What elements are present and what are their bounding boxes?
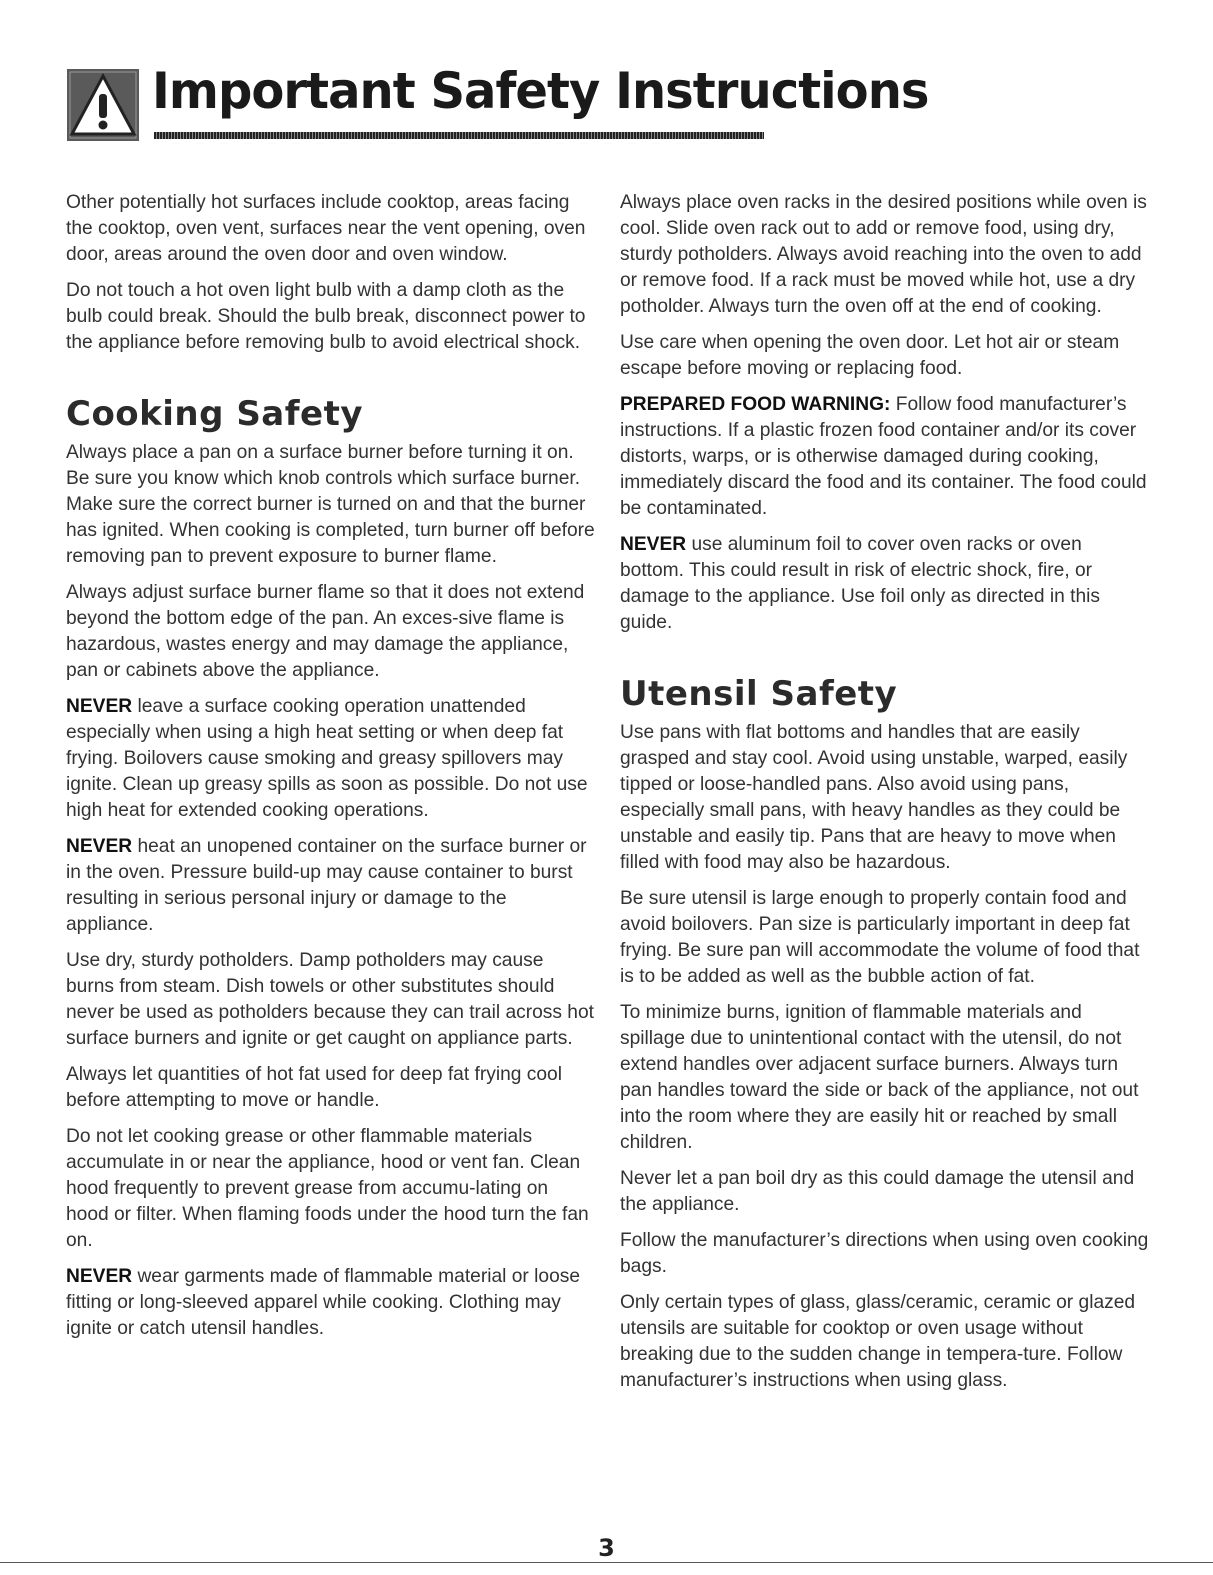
paragraph xyxy=(66,1264,596,1342)
page-title: Important Safety Instructions xyxy=(152,62,929,120)
paragraph xyxy=(66,1124,596,1254)
paragraph-text: Only certain types of glass, glass/ceramic, ceramic or glazed utensils are suitable for cooktop or oven usage without breaking due to the sudden change in tempera-ture. Follow manufacturer’s instructions when using glass. xyxy=(620,1292,1136,1391)
section-heading-utensil-safety: Utensil Safety xyxy=(620,674,898,714)
paragraph-text: wear garments made of flammable material or loose fitting or long-sleeved apparel while cooking. Clothing may ignite or catch utensil handles. xyxy=(66,1266,581,1339)
paragraph xyxy=(620,1228,1150,1280)
paragraph-lead: PREPARED FOOD WARNING: xyxy=(620,394,891,415)
right-column xyxy=(620,190,1150,1404)
intro-paragraph: Other potentially hot surfaces include cooktop, areas facing the cooktop, oven vent, surfaces near the vent opening, oven door, areas around the oven door and oven window. xyxy=(66,192,586,265)
paragraph-text: Do not let cooking grease or other flammable materials accumulate in or near the appliance, hood or vent fan. Clean hood frequently to prevent grease from accumu-lating on hood or filter. When flaming foods under the hood turn the fan on. xyxy=(66,1126,589,1251)
bottom-divider xyxy=(0,1562,1213,1563)
section-heading-cooking-safety: Cooking Safety xyxy=(66,394,364,434)
intro-paragraph xyxy=(620,190,1150,320)
paragraph-lead: NEVER xyxy=(66,696,133,717)
paragraph-lead: NEVER xyxy=(66,1266,133,1287)
paragraph xyxy=(66,694,596,824)
paragraph xyxy=(620,1000,1150,1156)
paragraph-text: leave a surface cooking operation unattended especially when using a high heat setting or when deep fat frying. Boilovers cause smoking and greasy spillovers may ignite. Clean up greasy spills as soon as possible. Do not use high heat for extended cooking operations. xyxy=(66,696,588,821)
paragraph-text: use aluminum foil to cover oven racks or oven bottom. This could result in risk of electric shock, fire, or damage to the appliance. Use foil only as directed in this guide. xyxy=(620,534,1100,633)
paragraph-text: Always place oven racks in the desired positions while oven is cool. Slide oven rack out to add or remove food, using dry, sturdy potholders. Always avoid reaching into the oven to add or remove food. If a rack must be moved while hot, use a dry potholder. Always turn the oven off at the end of cooking. xyxy=(620,192,1147,317)
paragraph xyxy=(66,834,596,938)
paragraph-text: Be sure utensil is large enough to properly contain food and avoid boilovers. Pan size is particularly important in deep fat frying. Be sure pan will accommodate the volume of food that is to be added as well as the bubble action of fat. xyxy=(620,888,1140,987)
paragraph-text: Use care when opening the oven door. Let hot air or steam escape before moving or replacing food. xyxy=(620,332,1120,379)
paragraph xyxy=(66,1062,596,1114)
paragraph-text: Follow the manufacturer’s directions when using oven cooking bags. xyxy=(620,1230,1149,1277)
paragraph-text: To minimize burns, ignition of flammable materials and spillage due to unintentional contact with the utensil, do not extend handles over adjacent surface burners. Always turn pan handles toward the side or back of the appliance, not out into the room where they are easily hit or reached by small children. xyxy=(620,1002,1139,1153)
intro-paragraph: Do not touch a hot oven light bulb with a damp cloth as the bulb could break. Should the bulb break, disconnect power to the appliance before removing bulb to avoid electrical shock. xyxy=(66,280,586,353)
intro-paragraph xyxy=(620,330,1150,382)
paragraph xyxy=(620,886,1150,990)
paragraph-text: Use dry, sturdy potholders. Damp potholders may cause burns from steam. Dish towels or other substitutes should never be used as potholders because they can trail across hot surface burners and ignite or get caught on appliance parts. xyxy=(66,950,594,1049)
paragraph-text: Never let a pan boil dry as this could damage the utensil and the appliance. xyxy=(620,1168,1135,1215)
title-underline xyxy=(154,132,764,139)
paragraph xyxy=(620,1166,1150,1218)
warning-triangle-icon xyxy=(66,68,140,142)
paragraph xyxy=(66,440,596,570)
paragraph xyxy=(66,580,596,684)
paragraph-text: Always let quantities of hot fat used for deep fat frying cool before attempting to move or handle. xyxy=(66,1064,562,1111)
paragraph-lead: NEVER xyxy=(620,534,687,555)
paragraph-text: heat an unopened container on the surface burner or in the oven. Pressure build-up may cause container to burst resulting in serious personal injury or damage to the appliance. xyxy=(66,836,587,935)
paragraph xyxy=(620,720,1150,876)
paragraph-text: Always adjust surface burner flame so that it does not extend beyond the bottom edge of the pan. An exces-sive flame is hazardous, wastes energy and may damage the appliance, pan or cabinets above the appliance. xyxy=(66,582,585,681)
paragraph xyxy=(66,948,596,1052)
paragraph-lead: NEVER xyxy=(66,836,133,857)
left-column xyxy=(66,190,596,1352)
page-header xyxy=(66,62,929,152)
page-number: 3 xyxy=(598,1534,615,1562)
intro-paragraph xyxy=(620,392,1150,522)
paragraph-text: Always place a pan on a surface burner before turning it on. Be sure you know which knob controls which surface burner. Make sure the correct burner is turned on and that the burner has ignited. When cooking is completed, turn burner off before removing pan to prevent exposure to burner flame. xyxy=(66,442,595,567)
paragraph-text: Use pans with flat bottoms and handles that are easily grasped and stay cool. Avoid using unstable, warped, easily tipped or loose-handled pans. Also avoid using pans, especially small pans, with heavy handles as they could be unstable and easily tip. Pans that are heavy to move when filled with food may also be hazardous. xyxy=(620,722,1128,873)
paragraph-text: Follow food manufacturer’s instructions. If a plastic frozen food container and/or its cover distorts, warps, or is otherwise damaged during cooking, immediately discard the food and its container. The food could be contaminated. xyxy=(620,394,1147,519)
intro-paragraph xyxy=(620,532,1150,636)
paragraph xyxy=(620,1290,1150,1394)
